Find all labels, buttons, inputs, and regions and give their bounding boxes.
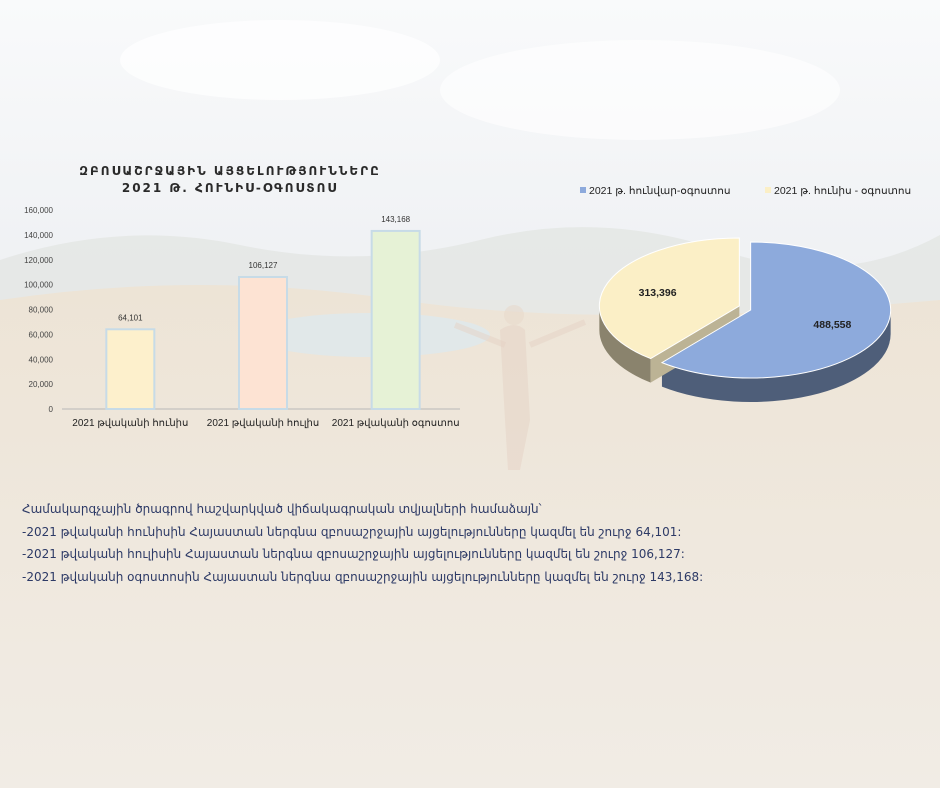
y-tick-label: 160,000 <box>24 206 53 215</box>
pie-slice-label: 313,396 <box>638 286 677 299</box>
bar <box>239 277 287 409</box>
y-tick-label: 100,000 <box>24 280 53 290</box>
legend-swatch <box>580 187 586 193</box>
description-line-june: -2021 թվականի հունիսին Հայաստան ներգնա զբոսաշրջային այցելությունները կազմել են շուրջ 64,101: <box>22 524 682 539</box>
description-text <box>22 498 922 588</box>
x-tick-label: 2021 թվականի օգոստոս <box>331 418 460 429</box>
bar-chart-title-line-2: 2021 Թ. ՀՈՒՆԻՍ-ՕԳՈՍՏՈՍ <box>121 181 339 195</box>
description-line-august: -2021 թվականի օգոստոսին Հայաստան ներգնա զբոսաշրջային այցելությունները կազմել են շուրջ 143,168: <box>22 569 704 584</box>
y-tick-label: 40,000 <box>28 355 53 365</box>
y-tick-label: 60,000 <box>28 330 53 340</box>
bar-value-label: 106,127 <box>248 261 278 271</box>
y-tick-label: 80,000 <box>28 305 53 315</box>
bar <box>372 231 420 409</box>
legend-label: 2021 թ. հունվար-օգոստոս <box>589 185 731 197</box>
description-intro: Համակարգչային ծրագրով հաշվարկված վիճակագրական տվյալների համաձայն՝ <box>22 502 542 516</box>
legend-swatch <box>765 187 771 193</box>
y-tick-label: 0 <box>48 405 53 414</box>
x-tick-label: 2021 թվականի հունիս <box>72 418 189 429</box>
pie-chart <box>570 180 920 420</box>
bar-value-label: 64,101 <box>118 313 143 323</box>
legend-label: 2021 թ. հունիս - օգոստոս <box>774 185 912 197</box>
bar-chart-title <box>60 163 400 197</box>
description-line-july: -2021 թվականի հուլիսին Հայաստան ներգնա զբոսաշրջային այցելությունները կազմել են շուրջ 106,127: <box>22 547 685 561</box>
bar-chart-title-line-1: ԶԲՈՍԱՇՐՋԱՅԻՆ ԱՅՑԵԼՈՒԹՅՈՒՆՆԵՐԸ <box>79 164 381 178</box>
y-tick-label: 20,000 <box>28 380 53 390</box>
x-tick-label: 2021 թվականի հուլիս <box>206 418 320 429</box>
pie-slice-label: 488,558 <box>813 319 852 332</box>
bar-value-label: 143,168 <box>381 214 411 224</box>
bar-chart <box>0 195 470 445</box>
y-tick-label: 120,000 <box>24 255 53 265</box>
y-tick-label: 140,000 <box>24 230 53 240</box>
bar <box>106 329 154 409</box>
